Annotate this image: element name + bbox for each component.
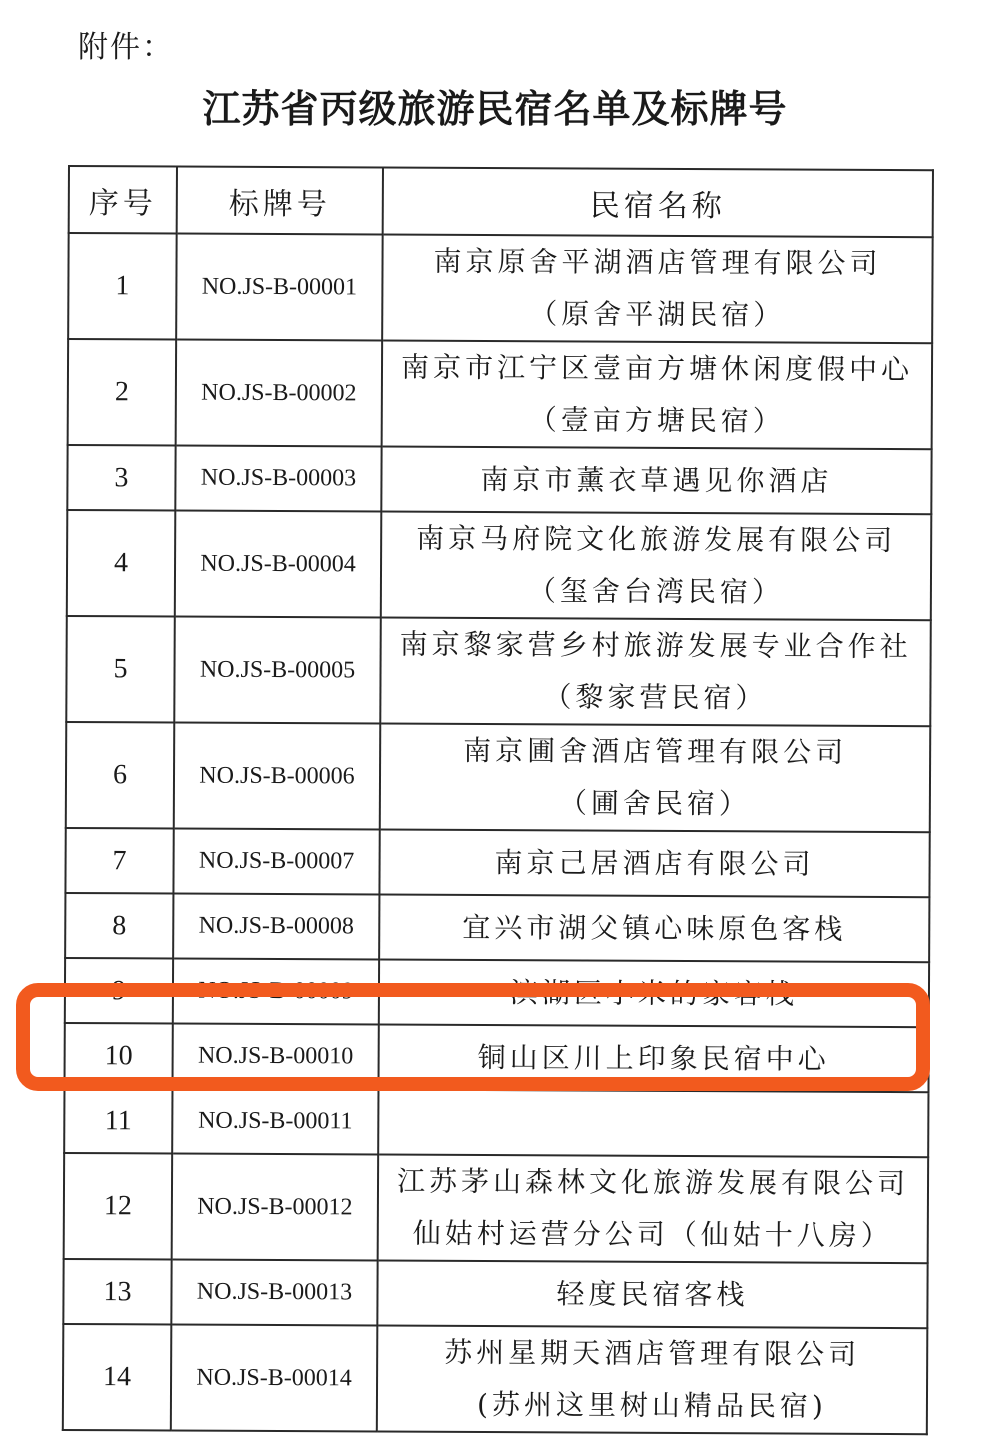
homestay-list-table [62, 165, 934, 1435]
name-line-1: 南京己居酒店有限公司 [494, 845, 815, 881]
row-plate: NO.JS-B-00009 [173, 959, 379, 1025]
name-line-1 [379, 1122, 927, 1125]
name-line-2: （圃舍民宿） [558, 786, 751, 821]
row-index: 14 [63, 1324, 172, 1431]
row-index: 10 [64, 1023, 172, 1089]
table-row [68, 233, 933, 343]
header-name: 民宿名称 [383, 168, 933, 238]
row-index: 11 [64, 1088, 172, 1154]
row-plate: NO.JS-B-00005 [174, 617, 381, 724]
row-index: 2 [68, 339, 177, 446]
row-name [380, 724, 931, 833]
table-row [65, 828, 929, 897]
row-plate: NO.JS-B-00008 [173, 894, 379, 960]
row-plate: NO.JS-B-00002 [176, 340, 383, 447]
header-plate: 标牌号 [177, 167, 383, 235]
row-plate: NO.JS-B-00014 [171, 1325, 378, 1432]
table-row [67, 445, 931, 514]
row-name [379, 960, 929, 1028]
name-line-1: 苏州星期天酒店管理有限公司 [444, 1335, 861, 1371]
table-row [65, 958, 929, 1027]
table-row [68, 339, 933, 449]
row-index: 12 [64, 1153, 173, 1260]
row-index: 8 [65, 893, 173, 959]
name-line-1: 铜山区川上印象民宿中心 [477, 1040, 830, 1076]
table-row [64, 1153, 929, 1263]
name-line-1: 轻度民宿客栈 [556, 1276, 749, 1311]
table-row [63, 1259, 927, 1328]
row-index: 3 [67, 445, 175, 511]
table-row [64, 1088, 928, 1157]
name-line-1: 南京圃舍酒店管理有限公司 [463, 733, 848, 769]
name-line-1: 南京市薰衣草遇见你酒店 [480, 462, 833, 498]
name-line-1: 宜兴市湖父镇心味原色客栈 [462, 910, 847, 946]
row-name [379, 830, 929, 898]
table-row [63, 1324, 928, 1434]
row-name [377, 1326, 928, 1435]
row-plate: NO.JS-B-00004 [175, 511, 382, 618]
row-plate: NO.JS-B-00006 [174, 723, 381, 830]
header-index: 序号 [69, 166, 177, 234]
row-name [381, 447, 931, 515]
name-line-2: 仙姑村运营分公司（仙姑十八房） [412, 1216, 893, 1253]
row-index: 5 [66, 616, 175, 723]
row-index: 1 [68, 233, 177, 340]
row-name [379, 895, 929, 963]
table-row [65, 893, 929, 962]
row-plate: NO.JS-B-00001 [176, 234, 383, 341]
row-plate: NO.JS-B-00013 [171, 1260, 377, 1326]
row-index: 6 [66, 722, 175, 829]
row-plate: NO.JS-B-00007 [173, 829, 379, 895]
name-line-2: (苏州这里树山精品民宿) [476, 1388, 827, 1423]
row-name [377, 1261, 927, 1329]
name-line-2: （壹亩方塘民宿） [528, 403, 785, 438]
name-line-1: 江苏茅山森林文化旅游发展有限公司 [396, 1164, 910, 1201]
row-name [382, 341, 933, 450]
document-title: 江苏省丙级旅游民宿名单及标牌号 [202, 86, 788, 131]
table-header-row [69, 166, 933, 237]
name-line-2: （玺舍台湾民宿） [527, 574, 785, 609]
row-name [380, 618, 931, 727]
row-name [378, 1090, 928, 1158]
table-row [66, 616, 931, 726]
row-plate: NO.JS-B-00010 [172, 1024, 378, 1090]
row-index: 13 [63, 1259, 171, 1325]
name-line-1: 南京原舍平湖酒店管理有限公司 [433, 244, 882, 280]
row-name [382, 235, 933, 344]
name-line-2: （黎家营民宿） [543, 680, 768, 715]
row-index: 4 [67, 510, 176, 617]
table-row [67, 510, 932, 620]
row-plate: NO.JS-B-00012 [172, 1154, 379, 1261]
name-line-1: 南京马府院文化旅游发展有限公司 [416, 521, 897, 558]
attachment-label: 附件： [78, 30, 174, 65]
row-plate: NO.JS-B-00003 [175, 446, 381, 512]
row-name [378, 1025, 928, 1093]
row-name [381, 512, 932, 621]
row-index: 7 [65, 828, 173, 894]
name-line-1: 滨湖区小米的家客栈 [509, 975, 799, 1011]
table-row-highlighted [64, 1023, 928, 1092]
row-index: 9 [65, 958, 173, 1024]
row-plate: NO.JS-B-00011 [172, 1089, 378, 1155]
name-line-2: （原舍平湖民宿） [529, 297, 786, 332]
table-row [66, 722, 931, 832]
name-line-1: 南京黎家营乡村旅游发展专业合作社 [399, 627, 912, 664]
name-line-1: 南京市江宁区壹亩方塘休闲度假中心 [400, 350, 914, 387]
row-name [378, 1155, 929, 1264]
